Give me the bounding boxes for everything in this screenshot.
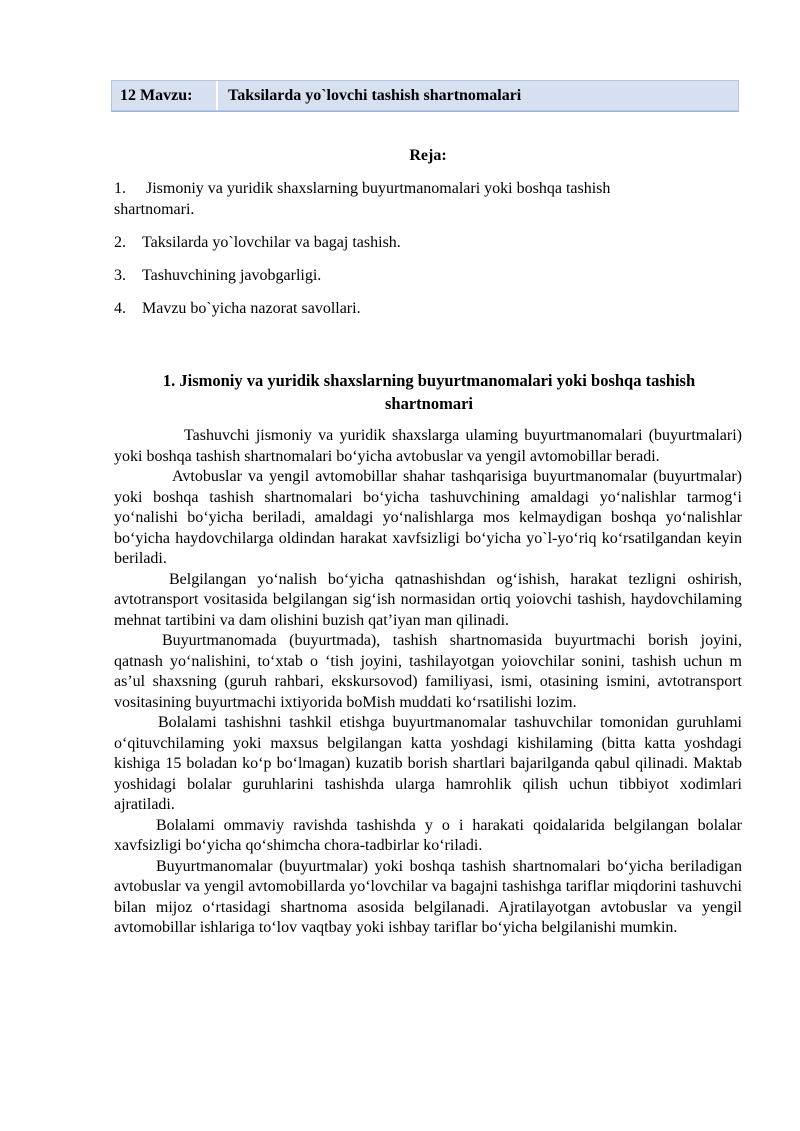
plan-item [114,298,744,319]
plan-item-text: Mavzu bo`yicha nazorat savollari. [142,300,361,317]
topic-number-label: 12 Mavzu: [112,81,218,110]
paragraph: Belgilangan yo‘nalish bo‘yicha qatnashishdan og‘ishish, harakat tezligni oshirish, avtotransport vositasida belgilangan sig‘ish normasidan ortiq yoiovchi tashish, haydovchilaming mehnat tartibini va dam olishini buzish qat’iyan man qilinadi. [114,570,742,629]
topic-header-table [111,80,739,111]
plan-item-text: Taksilarda yo`lovchilar va bagaj tashish. [142,234,401,251]
paragraph: Buyurtmanomalar (buyurtmalar) yoki boshqa tashish shartnomalari bo‘yicha beriladigan avtobuslar va yengil avtomobillarda yo‘lovchilar va bagajni tashishga tariflar miqdorini tashuvchi bilan mijoz o‘rtasidagi shartnoma asosida belgilanadi. Ajratilayotgan avtobuslar va yengil avtomobillar ishlariga to‘lov vaqtbay yoki ishbay tariflar bo‘yicha belgilanishi mumkin. [114,857,742,936]
section-heading [114,369,744,415]
body-text [114,426,742,939]
paragraph: Bolalami tashishni tashkil etishga buyurtmanomalar tashuvchilar tomonidan guruhlami o‘qituvchilaming yoki maxsus belgilangan katta yoshdagi kishilaming (bitta katta yoshdagi kishiga 15 boladan ko‘p bo‘lmagan) kuzatib borish shartlari bajarilganda qabul qilinadi. Maktab yoshidagi bolalar guruhlarini tashishda ularga hamrohlik qilish uchun tibbiyot xodimlari ajratiladi. [114,714,742,813]
plan-item [114,178,744,220]
plan-item-text: Jismoniy va yuridik shaxslarning buyurtmanomalari yoki boshqa tashish [146,180,611,197]
paragraph: Avtobuslar va yengil avtomobillar shahar tashqarisiga buyurtmanomalar (buyurtmalar) yoki boshqa tashish shartnomalari bo‘yicha tashuvchining amaldagi yo‘nalishlar tarmog‘i yo‘nalishi bo‘yicha beriladi, amaldagi yo‘nalishlarga mos kelmaydigan boshqa yo‘nalishlar bo‘yicha haydovchilarga oldindan harakat xavfsizligi bo‘yicha yo`l-yo‘riq ko‘rsatilgandan keyin beriladi. [114,468,742,567]
plan-item-number: 4. [114,300,126,317]
plan-item-number: 1. [114,180,126,197]
plan-item [114,232,744,253]
paragraph: Bolalami ommaviy ravishda tashishda y o i harakati qoidalarida belgilangan bolalar xavfsizligi bo‘yicha qo‘shimcha chora-tadbirlar ko‘riladi. [114,816,742,854]
plan-item-number: 3. [114,267,126,284]
section-heading-line: shartnomari [385,394,473,413]
topic-title: Taksilarda yo`lovchi tashish shartnomalari [228,86,522,104]
plan-heading: Reja: [409,147,447,164]
paragraph: Tashuvchi jismoniy va yuridik shaxslarga ulaming buyurtmanomalari (buyurtmalari) yoki boshqa tashish shartnomalari bo‘yicha avtobuslar va yengil avtomobillar beradi. [114,427,742,465]
plan-item [114,265,744,286]
plan-item-text-continued: shartnomari. [114,201,195,218]
plan-item-number: 2. [114,234,126,251]
plan-item-text: Tashuvchining javobgarligi. [142,267,322,284]
plan-list [114,178,744,319]
paragraph: Buyurtmanomada (buyurtmada), tashish shartnomasida buyurtmachi borish joyini, qatnash yo‘nalishini, to‘xtab o ‘tish joyini, tashilayotgan yoiovchilar sonini, tashish uchun m as’ul shaxsning (guruh rahbari, ekskursovod) familiyasi, ismi, otasining ismini, avtotransport vositasining buyurtmachi ixtiyorida boMish muddati ko‘rsatilishi lozim. [114,632,742,711]
section-heading-line: 1. Jismoniy va yuridik shaxslarning buyurtmanomalari yoki boshqa tashish [162,371,696,390]
